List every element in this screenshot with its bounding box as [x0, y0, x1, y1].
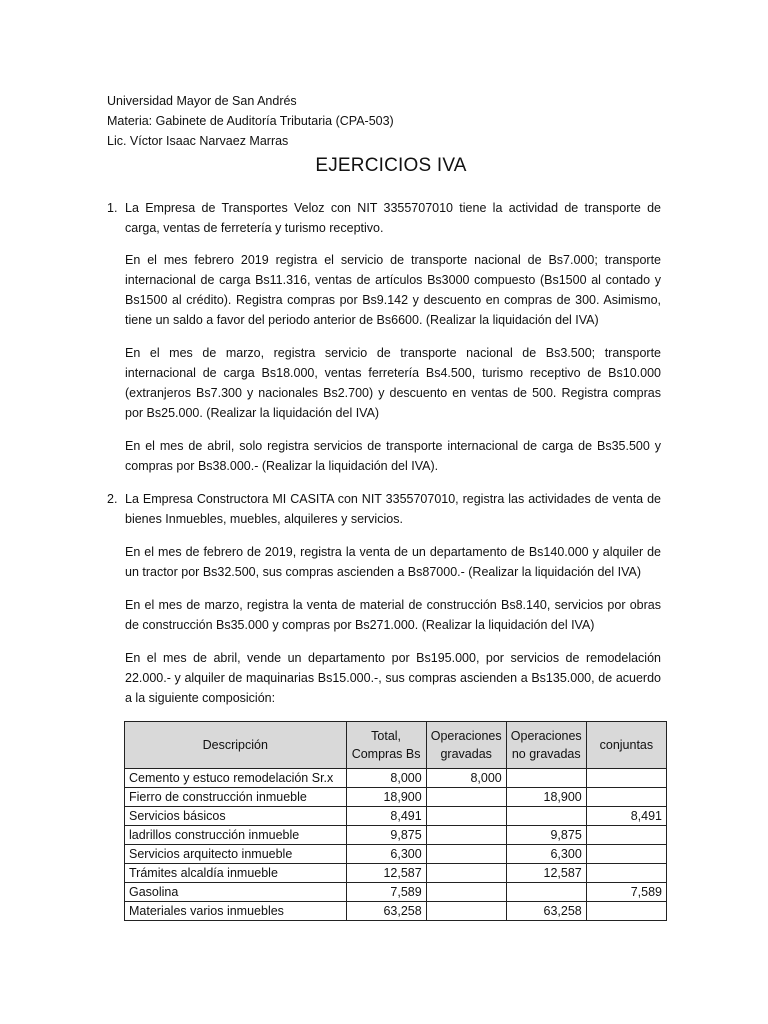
- exercise-1-paragraph-1: En el mes febrero 2019 registra el servicio de transporte nacional de Bs7.000; transporte internacional de carga Bs11.316, ventas de artículos Bs3000 compuesto (Bs1500 al contado y Bs1500 al crédito). Registra compras por Bs9.142 y descuento en compras de 300. Asimismo, tiene un saldo a favor del periodo anterior de Bs6600. (Realizar la liquidación del IVA): [125, 253, 661, 327]
- cell-no-gravadas: 6,300: [506, 845, 586, 864]
- cell-conjuntas: [586, 788, 666, 807]
- cell-total: 18,900: [346, 788, 426, 807]
- table-row: [125, 807, 667, 826]
- cell-total: 12,587: [346, 864, 426, 883]
- cell-gravadas: [426, 807, 506, 826]
- header-total-line1: Total,: [371, 729, 402, 743]
- header-total-line2: Compras Bs: [351, 747, 421, 761]
- exercise-2-number: 2.: [107, 492, 118, 506]
- cell-conjuntas: [586, 769, 666, 788]
- cell-descripcion: Gasolina: [125, 883, 347, 902]
- cell-descripcion: Fierro de construcción inmueble: [125, 788, 347, 807]
- exercise-1-intro: [107, 198, 661, 238]
- exercise-2-intro-text: La Empresa Constructora MI CASITA con NIT 3355707010, registra las actividades de venta de bienes Inmuebles, muebles, alquileres y servicios.: [125, 492, 661, 526]
- cell-gravadas: [426, 845, 506, 864]
- cell-conjuntas: [586, 864, 666, 883]
- cell-total: 7,589: [346, 883, 426, 902]
- cell-no-gravadas: [506, 769, 586, 788]
- table-row: [125, 788, 667, 807]
- exercise-2-paragraph-2: En el mes de marzo, registra la venta de material de construcción Bs8.140, servicios por obras de construcción Bs35.000 y compras por Bs271.000. (Realizar la liquidación del IVA): [125, 598, 661, 632]
- table-row: [125, 769, 667, 788]
- cell-gravadas: [426, 902, 506, 921]
- page-title-text: EJERCICIOS IVA: [315, 155, 467, 176]
- cell-total: 6,300: [346, 845, 426, 864]
- page-title: [0, 155, 768, 177]
- table-row: [125, 883, 667, 902]
- table-row: [125, 902, 667, 921]
- cell-descripcion: Materiales varios inmuebles: [125, 902, 347, 921]
- cell-conjuntas: [586, 826, 666, 845]
- table-row: [125, 864, 667, 883]
- cell-no-gravadas: 63,258: [506, 902, 586, 921]
- university-line: Universidad Mayor de San Andrés: [107, 94, 297, 108]
- cell-no-gravadas: 18,900: [506, 788, 586, 807]
- cell-gravadas: [426, 883, 506, 902]
- cell-no-gravadas: [506, 807, 586, 826]
- header-total: [346, 722, 426, 769]
- exercise-1-number: 1.: [107, 201, 118, 215]
- subject-line: Materia: Gabinete de Auditoría Tributaria (CPA-503): [107, 114, 394, 128]
- cell-total: 8,491: [346, 807, 426, 826]
- instructor-line: Lic. Víctor Isaac Narvaez Marras: [107, 134, 289, 148]
- exercise-2-paragraph-3: En el mes de abril, vende un departamento por Bs195.000, por servicios de remodelación 22.000.- y alquiler de maquinarias Bs15.000.-, sus compras ascienden a Bs135.000, de acuerdo a la siguiente composición:: [125, 651, 661, 705]
- cell-gravadas: [426, 864, 506, 883]
- cell-no-gravadas: 9,875: [506, 826, 586, 845]
- exercise-1-paragraph-3: En el mes de abril, solo registra servicios de transporte internacional de carga de Bs35.500 y compras por Bs38.000.- (Realizar la liquidación del IVA).: [125, 439, 661, 473]
- exercise-1-intro-text: La Empresa de Transportes Veloz con NIT 3355707010 tiene la actividad de transporte de carga, ventas de ferretería y turismo receptivo.: [125, 201, 661, 235]
- cell-conjuntas: [586, 845, 666, 864]
- exercise-2-paragraph-1: En el mes de febrero de 2019, registra la venta de un departamento de Bs140.000 y alquiler de un tractor por Bs32.500, sus compras ascienden a Bs87000.- (Realizar la liquidación del IVA): [125, 545, 661, 579]
- table-row: [125, 845, 667, 864]
- header-no-gravadas-line1: Operaciones: [510, 729, 582, 743]
- cell-conjuntas: 8,491: [586, 807, 666, 826]
- cell-gravadas: [426, 826, 506, 845]
- header-conjuntas: conjuntas: [586, 722, 666, 769]
- cell-conjuntas: [586, 902, 666, 921]
- cell-gravadas: 8,000: [426, 769, 506, 788]
- table-header-row: [125, 722, 667, 769]
- header-no-gravadas-line2: no gravadas: [511, 747, 581, 761]
- table-row: [125, 826, 667, 845]
- header-descripcion: Descripción: [125, 722, 347, 769]
- header-gravadas: [426, 722, 506, 769]
- cell-conjuntas: 7,589: [586, 883, 666, 902]
- cell-total: 9,875: [346, 826, 426, 845]
- document-header: [107, 91, 394, 151]
- cell-descripcion: Servicios arquitecto inmueble: [125, 845, 347, 864]
- exercise-2-intro: [107, 489, 661, 529]
- purchases-table: [124, 721, 667, 921]
- cell-total: 8,000: [346, 769, 426, 788]
- cell-total: 63,258: [346, 902, 426, 921]
- header-no-gravadas: [506, 722, 586, 769]
- header-gravadas-line2: gravadas: [440, 747, 492, 761]
- cell-no-gravadas: 12,587: [506, 864, 586, 883]
- cell-descripcion: Trámites alcaldía inmueble: [125, 864, 347, 883]
- cell-gravadas: [426, 788, 506, 807]
- exercise-1-paragraph-2: En el mes de marzo, registra servicio de transporte nacional de Bs3.500; transporte internacional de carga Bs18.000, ventas ferretería Bs4.500, turismo receptivo de Bs10.000 (extranjeros Bs7.300 y nacionales Bs2.700) y descuento en ventas de 500. Registra compras por Bs25.000. (Realizar la liquidación del IVA): [125, 346, 661, 420]
- cell-descripcion: Servicios básicos: [125, 807, 347, 826]
- header-gravadas-line1: Operaciones: [430, 729, 502, 743]
- cell-descripcion: ladrillos construcción inmueble: [125, 826, 347, 845]
- cell-no-gravadas: [506, 883, 586, 902]
- cell-descripcion: Cemento y estuco remodelación Sr.x: [125, 769, 347, 788]
